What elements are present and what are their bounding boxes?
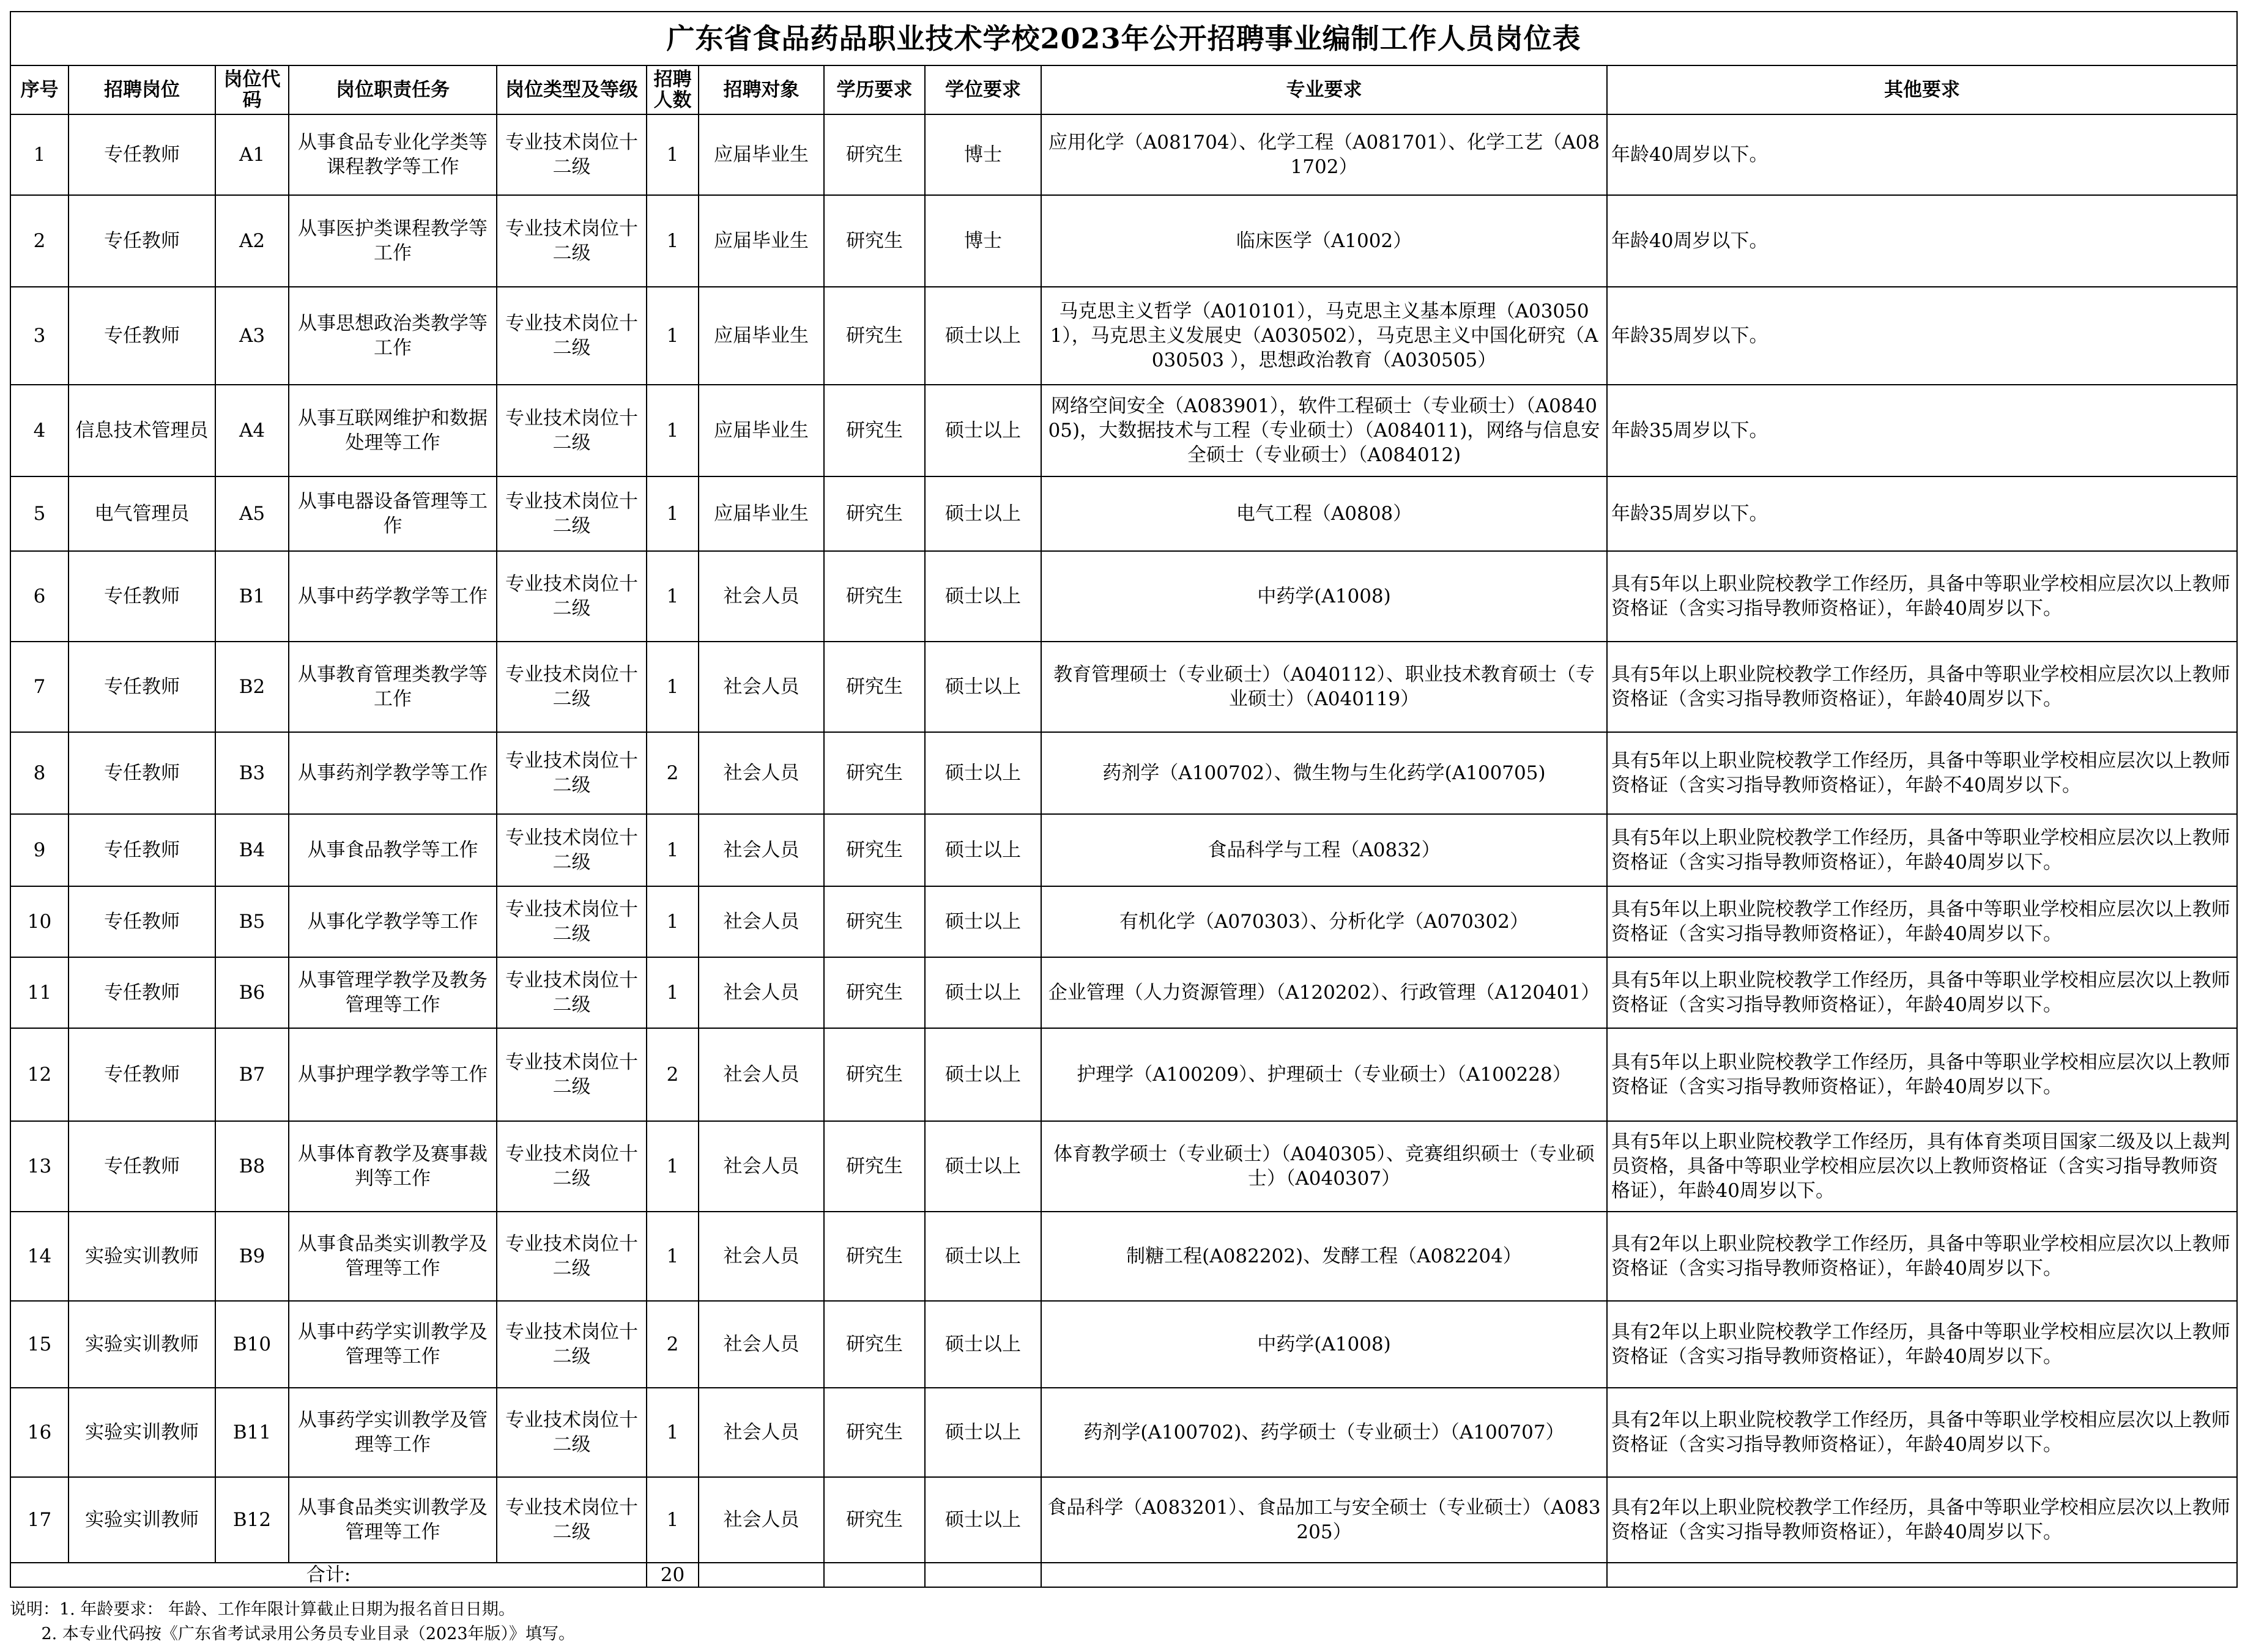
target-cell: 应届毕业生 bbox=[699, 114, 824, 195]
major-cell: 企业管理（人力资源管理）（A120202）、行政管理（A120401） bbox=[1041, 957, 1607, 1028]
position-code-cell: B6 bbox=[215, 957, 289, 1028]
headcount-cell: 1 bbox=[647, 886, 699, 957]
position-type-cell: 专业技术岗位十二级 bbox=[497, 732, 647, 814]
education-cell: 研究生 bbox=[824, 886, 925, 957]
header-target: 招聘对象 bbox=[699, 65, 824, 114]
table-row bbox=[10, 476, 2237, 551]
education-cell: 研究生 bbox=[824, 551, 925, 642]
duties-cell: 从事化学教学等工作 bbox=[289, 886, 497, 957]
table-header-row bbox=[10, 65, 2237, 114]
position-cell: 专任教师 bbox=[69, 814, 215, 886]
serial-cell: 10 bbox=[10, 886, 69, 957]
target-cell: 社会人员 bbox=[699, 1121, 824, 1212]
table-row bbox=[10, 1388, 2237, 1477]
headcount-cell: 2 bbox=[647, 1301, 699, 1388]
major-cell: 有机化学（A070303）、分析化学（A070302） bbox=[1041, 886, 1607, 957]
serial-cell: 13 bbox=[10, 1121, 69, 1212]
position-cell: 专任教师 bbox=[69, 1121, 215, 1212]
serial-cell: 7 bbox=[10, 642, 69, 732]
headcount-cell: 1 bbox=[647, 1212, 699, 1301]
degree-cell: 博士 bbox=[925, 195, 1041, 287]
table-row bbox=[10, 1121, 2237, 1212]
position-cell: 专任教师 bbox=[69, 1028, 215, 1121]
table-row bbox=[10, 195, 2237, 287]
target-cell: 社会人员 bbox=[699, 642, 824, 732]
duties-cell: 从事医护类课程教学等工作 bbox=[289, 195, 497, 287]
position-code-cell: A5 bbox=[215, 476, 289, 551]
education-cell: 研究生 bbox=[824, 1388, 925, 1477]
degree-cell: 硕士以上 bbox=[925, 814, 1041, 886]
header-position-type: 岗位类型及等级 bbox=[497, 65, 647, 114]
position-code-cell: A4 bbox=[215, 385, 289, 476]
major-cell: 教育管理硕士（专业硕士）（A040112）、职业技术教育硕士（专业硕士）（A040119） bbox=[1041, 642, 1607, 732]
education-cell: 研究生 bbox=[824, 732, 925, 814]
education-cell: 研究生 bbox=[824, 287, 925, 385]
header-degree: 学位要求 bbox=[925, 65, 1041, 114]
target-cell: 社会人员 bbox=[699, 814, 824, 886]
position-code-cell: B1 bbox=[215, 551, 289, 642]
duties-cell: 从事中药学实训教学及管理等工作 bbox=[289, 1301, 497, 1388]
table-row bbox=[10, 957, 2237, 1028]
degree-cell: 硕士以上 bbox=[925, 957, 1041, 1028]
total-row bbox=[10, 1563, 2237, 1587]
education-cell: 研究生 bbox=[824, 1301, 925, 1388]
table-row bbox=[10, 385, 2237, 476]
header-serial: 序号 bbox=[10, 65, 69, 114]
position-code-cell: B9 bbox=[215, 1212, 289, 1301]
degree-cell: 硕士以上 bbox=[925, 1121, 1041, 1212]
table-body bbox=[10, 114, 2237, 1563]
duties-cell: 从事体育教学及赛事裁判等工作 bbox=[289, 1121, 497, 1212]
table-row bbox=[10, 732, 2237, 814]
position-cell: 专任教师 bbox=[69, 287, 215, 385]
position-type-cell: 专业技术岗位十二级 bbox=[497, 385, 647, 476]
other-requirements-cell: 具有5年以上职业院校教学工作经历，具备中等职业学校相应层次以上教师资格证（含实习指导教师资格证），年龄不40周岁以下。 bbox=[1607, 732, 2237, 814]
target-cell: 社会人员 bbox=[699, 886, 824, 957]
other-requirements-cell: 年龄40周岁以下。 bbox=[1607, 195, 2237, 287]
table-row bbox=[10, 814, 2237, 886]
duties-cell: 从事食品类实训教学及管理等工作 bbox=[289, 1477, 497, 1563]
position-cell: 实验实训教师 bbox=[69, 1301, 215, 1388]
education-cell: 研究生 bbox=[824, 1121, 925, 1212]
position-type-cell: 专业技术岗位十二级 bbox=[497, 1388, 647, 1477]
headcount-cell: 1 bbox=[647, 385, 699, 476]
degree-cell: 硕士以上 bbox=[925, 732, 1041, 814]
position-type-cell: 专业技术岗位十二级 bbox=[497, 1301, 647, 1388]
headcount-cell: 1 bbox=[647, 476, 699, 551]
table-row bbox=[10, 642, 2237, 732]
serial-cell: 14 bbox=[10, 1212, 69, 1301]
other-requirements-cell: 年龄35周岁以下。 bbox=[1607, 385, 2237, 476]
serial-cell: 6 bbox=[10, 551, 69, 642]
notes bbox=[10, 1598, 575, 1646]
position-cell: 实验实训教师 bbox=[69, 1388, 215, 1477]
target-cell: 应届毕业生 bbox=[699, 476, 824, 551]
serial-cell: 3 bbox=[10, 287, 69, 385]
education-cell: 研究生 bbox=[824, 1028, 925, 1121]
position-code-cell: B8 bbox=[215, 1121, 289, 1212]
target-cell: 应届毕业生 bbox=[699, 385, 824, 476]
position-code-cell: B5 bbox=[215, 886, 289, 957]
education-cell: 研究生 bbox=[824, 385, 925, 476]
table-row bbox=[10, 886, 2237, 957]
duties-cell: 从事互联网维护和数据处理等工作 bbox=[289, 385, 497, 476]
degree-cell: 博士 bbox=[925, 114, 1041, 195]
degree-cell: 硕士以上 bbox=[925, 287, 1041, 385]
duties-cell: 从事电器设备管理等工作 bbox=[289, 476, 497, 551]
major-cell: 护理学（A100209）、护理硕士（专业硕士）（A100228） bbox=[1041, 1028, 1607, 1121]
position-cell: 电气管理员 bbox=[69, 476, 215, 551]
position-type-cell: 专业技术岗位十二级 bbox=[497, 1121, 647, 1212]
headcount-cell: 1 bbox=[647, 114, 699, 195]
serial-cell: 9 bbox=[10, 814, 69, 886]
degree-cell: 硕士以上 bbox=[925, 1028, 1041, 1121]
position-type-cell: 专业技术岗位十二级 bbox=[497, 476, 647, 551]
total-value: 20 bbox=[647, 1563, 699, 1587]
other-requirements-cell: 具有5年以上职业院校教学工作经历，具备中等职业学校相应层次以上教师资格证（含实习指导教师资格证），年龄40周岁以下。 bbox=[1607, 642, 2237, 732]
major-cell: 中药学(A1008) bbox=[1041, 1301, 1607, 1388]
other-requirements-cell: 具有2年以上职业院校教学工作经历，具备中等职业学校相应层次以上教师资格证（含实习指导教师资格证），年龄40周岁以下。 bbox=[1607, 1212, 2237, 1301]
position-code-cell: B4 bbox=[215, 814, 289, 886]
serial-cell: 11 bbox=[10, 957, 69, 1028]
other-requirements-cell: 年龄35周岁以下。 bbox=[1607, 476, 2237, 551]
education-cell: 研究生 bbox=[824, 642, 925, 732]
other-requirements-cell: 具有5年以上职业院校教学工作经历，具有体育类项目国家二级及以上裁判员资格，具备中等职业学校相应层次以上教师资格证（含实习指导教师资格证），年龄40周岁以下。 bbox=[1607, 1121, 2237, 1212]
major-cell: 食品科学与工程（A0832） bbox=[1041, 814, 1607, 886]
headcount-cell: 1 bbox=[647, 642, 699, 732]
degree-cell: 硕士以上 bbox=[925, 476, 1041, 551]
headcount-cell: 1 bbox=[647, 551, 699, 642]
note-line: 2. 本专业代码按《广东省考试录用公务员专业目录（2023年版）》填写。 bbox=[10, 1624, 576, 1643]
education-cell: 研究生 bbox=[824, 195, 925, 287]
position-cell: 信息技术管理员 bbox=[69, 385, 215, 476]
target-cell: 社会人员 bbox=[699, 957, 824, 1028]
target-cell: 社会人员 bbox=[699, 732, 824, 814]
major-cell: 应用化学（A081704）、化学工程（A081701）、化学工艺（A081702） bbox=[1041, 114, 1607, 195]
position-type-cell: 专业技术岗位十二级 bbox=[497, 886, 647, 957]
serial-cell: 8 bbox=[10, 732, 69, 814]
education-cell: 研究生 bbox=[824, 1477, 925, 1563]
position-type-cell: 专业技术岗位十二级 bbox=[497, 1212, 647, 1301]
table-row bbox=[10, 1212, 2237, 1301]
target-cell: 社会人员 bbox=[699, 551, 824, 642]
position-type-cell: 专业技术岗位十二级 bbox=[497, 114, 647, 195]
position-cell: 专任教师 bbox=[69, 957, 215, 1028]
header-education: 学历要求 bbox=[824, 65, 925, 114]
position-cell: 专任教师 bbox=[69, 114, 215, 195]
position-cell: 专任教师 bbox=[69, 886, 215, 957]
duties-cell: 从事教育管理类教学等工作 bbox=[289, 642, 497, 732]
serial-cell: 2 bbox=[10, 195, 69, 287]
other-requirements-cell: 具有5年以上职业院校教学工作经历，具备中等职业学校相应层次以上教师资格证（含实习指导教师资格证），年龄40周岁以下。 bbox=[1607, 1028, 2237, 1121]
table-row bbox=[10, 1477, 2237, 1563]
position-type-cell: 专业技术岗位十二级 bbox=[497, 195, 647, 287]
duties-cell: 从事管理学教学及教务管理等工作 bbox=[289, 957, 497, 1028]
degree-cell: 硕士以上 bbox=[925, 642, 1041, 732]
position-code-cell: B7 bbox=[215, 1028, 289, 1121]
education-cell: 研究生 bbox=[824, 114, 925, 195]
serial-cell: 17 bbox=[10, 1477, 69, 1563]
other-requirements-cell: 具有5年以上职业院校教学工作经历，具备中等职业学校相应层次以上教师资格证（含实习指导教师资格证），年龄40周岁以下。 bbox=[1607, 814, 2237, 886]
major-cell: 药剂学（A100702）、微生物与生化药学(A100705) bbox=[1041, 732, 1607, 814]
position-cell: 实验实训教师 bbox=[69, 1477, 215, 1563]
duties-cell: 从事药剂学教学等工作 bbox=[289, 732, 497, 814]
target-cell: 社会人员 bbox=[699, 1212, 824, 1301]
degree-cell: 硕士以上 bbox=[925, 1301, 1041, 1388]
position-code-cell: B12 bbox=[215, 1477, 289, 1563]
duties-cell: 从事食品教学等工作 bbox=[289, 814, 497, 886]
position-code-cell: B2 bbox=[215, 642, 289, 732]
table-row bbox=[10, 1028, 2237, 1121]
header-headcount: 招聘人数 bbox=[647, 65, 699, 114]
header-major: 专业要求 bbox=[1041, 65, 1607, 114]
education-cell: 研究生 bbox=[824, 957, 925, 1028]
duties-cell: 从事药学实训教学及管理等工作 bbox=[289, 1388, 497, 1477]
position-code-cell: A2 bbox=[215, 195, 289, 287]
target-cell: 社会人员 bbox=[699, 1477, 824, 1563]
position-type-cell: 专业技术岗位十二级 bbox=[497, 814, 647, 886]
headcount-cell: 2 bbox=[647, 732, 699, 814]
major-cell: 马克思主义哲学（A010101），马克思主义基本原理（A030501），马克思主义发展史（A030502），马克思主义中国化研究（A030503 ），思想政治教育（A030505） bbox=[1041, 287, 1607, 385]
education-cell: 研究生 bbox=[824, 1212, 925, 1301]
degree-cell: 硕士以上 bbox=[925, 1212, 1041, 1301]
header-duties: 岗位职责任务 bbox=[289, 65, 497, 114]
position-cell: 专任教师 bbox=[69, 195, 215, 287]
position-code-cell: B10 bbox=[215, 1301, 289, 1388]
duties-cell: 从事食品类实训教学及管理等工作 bbox=[289, 1212, 497, 1301]
major-cell: 体育教学硕士（专业硕士）（A040305）、竞赛组织硕士（专业硕士）（A040307） bbox=[1041, 1121, 1607, 1212]
headcount-cell: 2 bbox=[647, 1028, 699, 1121]
position-cell: 专任教师 bbox=[69, 551, 215, 642]
position-cell: 实验实训教师 bbox=[69, 1212, 215, 1301]
degree-cell: 硕士以上 bbox=[925, 1477, 1041, 1563]
education-cell: 研究生 bbox=[824, 814, 925, 886]
position-type-cell: 专业技术岗位十二级 bbox=[497, 287, 647, 385]
serial-cell: 15 bbox=[10, 1301, 69, 1388]
major-cell: 制糖工程(A082202)、发酵工程（A082204） bbox=[1041, 1212, 1607, 1301]
major-cell: 药剂学(A100702)、药学硕士（专业硕士）（A100707） bbox=[1041, 1388, 1607, 1477]
position-type-cell: 专业技术岗位十二级 bbox=[497, 1477, 647, 1563]
headcount-cell: 1 bbox=[647, 1477, 699, 1563]
table-row bbox=[10, 1301, 2237, 1388]
header-position: 招聘岗位 bbox=[69, 65, 215, 114]
headcount-cell: 1 bbox=[647, 195, 699, 287]
note-line: 说明：1. 年龄要求： 年龄、工作年限计算截止日期为报名首日日期。 bbox=[10, 1600, 515, 1619]
serial-cell: 5 bbox=[10, 476, 69, 551]
target-cell: 社会人员 bbox=[699, 1388, 824, 1477]
degree-cell: 硕士以上 bbox=[925, 886, 1041, 957]
position-code-cell: A3 bbox=[215, 287, 289, 385]
position-code-cell: B11 bbox=[215, 1388, 289, 1477]
position-cell: 专任教师 bbox=[69, 642, 215, 732]
position-type-cell: 专业技术岗位十二级 bbox=[497, 1028, 647, 1121]
duties-cell: 从事思想政治类教学等工作 bbox=[289, 287, 497, 385]
major-cell: 临床医学（A1002） bbox=[1041, 195, 1607, 287]
other-requirements-cell: 年龄35周岁以下。 bbox=[1607, 287, 2237, 385]
headcount-cell: 1 bbox=[647, 1121, 699, 1212]
page-title: 广东省食品药品职业技术学校2023年公开招聘事业编制工作人员岗位表 bbox=[10, 12, 2237, 65]
duties-cell: 从事中药学教学等工作 bbox=[289, 551, 497, 642]
education-cell: 研究生 bbox=[824, 476, 925, 551]
duties-cell: 从事食品专业化学类等课程教学等工作 bbox=[289, 114, 497, 195]
other-requirements-cell: 具有2年以上职业院校教学工作经历，具备中等职业学校相应层次以上教师资格证（含实习指导教师资格证），年龄40周岁以下。 bbox=[1607, 1477, 2237, 1563]
other-requirements-cell: 具有2年以上职业院校教学工作经历，具备中等职业学校相应层次以上教师资格证（含实习指导教师资格证），年龄40周岁以下。 bbox=[1607, 1301, 2237, 1388]
major-cell: 网络空间安全（A083901），软件工程硕士（专业硕士）（A084005)，大数据技术与工程（专业硕士）（A084011)，网络与信息安全硕士（专业硕士）（A084012) bbox=[1041, 385, 1607, 476]
position-code-cell: B3 bbox=[215, 732, 289, 814]
table-row bbox=[10, 287, 2237, 385]
other-requirements-cell: 具有5年以上职业院校教学工作经历，具备中等职业学校相应层次以上教师资格证（含实习指导教师资格证），年龄40周岁以下。 bbox=[1607, 957, 2237, 1028]
duties-cell: 从事护理学教学等工作 bbox=[289, 1028, 497, 1121]
target-cell: 社会人员 bbox=[699, 1028, 824, 1121]
position-type-cell: 专业技术岗位十二级 bbox=[497, 551, 647, 642]
position-cell: 专任教师 bbox=[69, 732, 215, 814]
major-cell: 电气工程（A0808） bbox=[1041, 476, 1607, 551]
headcount-cell: 1 bbox=[647, 814, 699, 886]
serial-cell: 4 bbox=[10, 385, 69, 476]
table-row bbox=[10, 114, 2237, 195]
degree-cell: 硕士以上 bbox=[925, 1388, 1041, 1477]
serial-cell: 12 bbox=[10, 1028, 69, 1121]
position-code-cell: A1 bbox=[215, 114, 289, 195]
degree-cell: 硕士以上 bbox=[925, 385, 1041, 476]
serial-cell: 1 bbox=[10, 114, 69, 195]
position-type-cell: 专业技术岗位十二级 bbox=[497, 642, 647, 732]
other-requirements-cell: 具有5年以上职业院校教学工作经历，具备中等职业学校相应层次以上教师资格证（含实习指导教师资格证），年龄40周岁以下。 bbox=[1607, 886, 2237, 957]
position-type-cell: 专业技术岗位十二级 bbox=[497, 957, 647, 1028]
header-position-code: 岗位代码 bbox=[215, 65, 289, 114]
serial-cell: 16 bbox=[10, 1388, 69, 1477]
recruitment-table-sheet bbox=[10, 11, 2236, 1588]
other-requirements-cell: 具有2年以上职业院校教学工作经历，具备中等职业学校相应层次以上教师资格证（含实习指导教师资格证），年龄40周岁以下。 bbox=[1607, 1388, 2237, 1477]
major-cell: 中药学(A1008) bbox=[1041, 551, 1607, 642]
major-cell: 食品科学（A083201）、食品加工与安全硕士（专业硕士）（A083205） bbox=[1041, 1477, 1607, 1563]
degree-cell: 硕士以上 bbox=[925, 551, 1041, 642]
target-cell: 应届毕业生 bbox=[699, 195, 824, 287]
total-label: 合计: bbox=[10, 1563, 647, 1587]
recruitment-table bbox=[10, 11, 2238, 1588]
target-cell: 社会人员 bbox=[699, 1301, 824, 1388]
headcount-cell: 1 bbox=[647, 1388, 699, 1477]
other-requirements-cell: 年龄40周岁以下。 bbox=[1607, 114, 2237, 195]
target-cell: 应届毕业生 bbox=[699, 287, 824, 385]
header-other-requirements: 其他要求 bbox=[1607, 65, 2237, 114]
table-row bbox=[10, 551, 2237, 642]
headcount-cell: 1 bbox=[647, 287, 699, 385]
headcount-cell: 1 bbox=[647, 957, 699, 1028]
other-requirements-cell: 具有5年以上职业院校教学工作经历，具备中等职业学校相应层次以上教师资格证（含实习指导教师资格证），年龄40周岁以下。 bbox=[1607, 551, 2237, 642]
